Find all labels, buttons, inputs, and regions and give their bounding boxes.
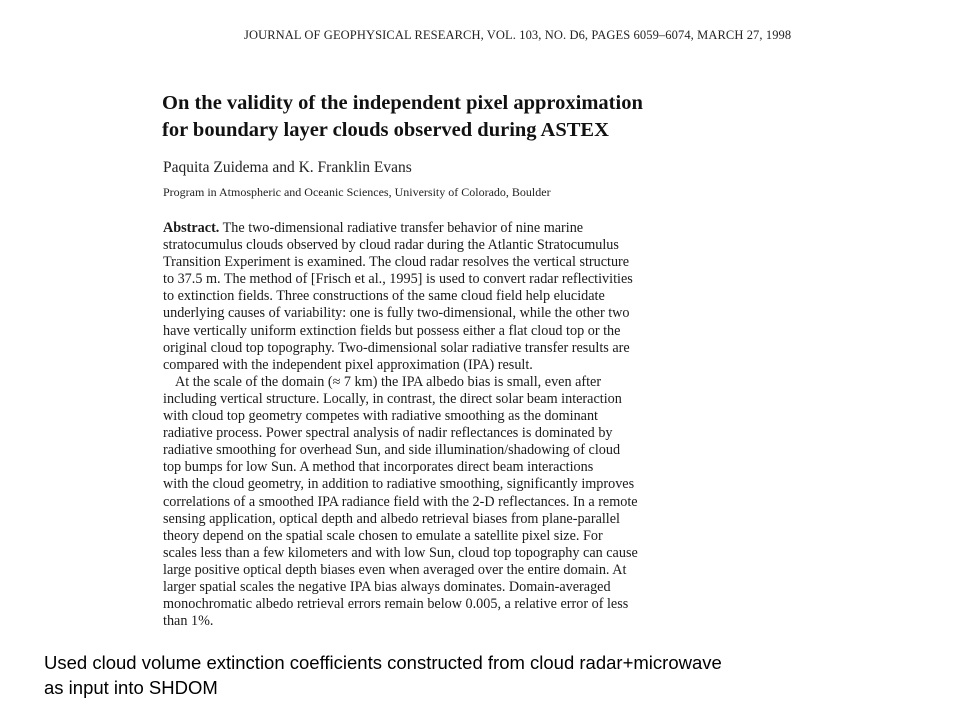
title-line-1: On the validity of the independent pixel approximation [162,92,643,114]
abstract-line-text: The two-dimensional radiative transfer behavior of nine marine [222,220,584,236]
abstract-line: larger spatial scales the negative IPA bias always dominates. Domain-averaged [163,578,611,595]
abstract-line: to extinction fields. Three constructions of the same cloud field help elucidate [163,288,605,305]
abstract-line: top bumps for low Sun. A method that incorporates direct beam interactions [163,459,594,476]
abstract-line: stratocumulus clouds observed by cloud radar during the Atlantic Stratocumulus [163,237,619,254]
slide-caption [44,650,944,700]
abstract-line [163,220,723,237]
abstract-line: At the scale of the domain (≈ 7 km) the IPA albedo bias is small, even after [175,373,602,390]
abstract-line: have vertically uniform extinction fields but possess either a flat cloud top or the [163,322,621,339]
abstract-line: underlying causes of variability: one is fully two-dimensional, while the other two [163,305,630,322]
abstract-line: to 37.5 m. The method of [Frisch et al., 1995] is used to convert radar reflectivities [163,271,633,288]
authors: Paquita Zuidema and K. Franklin Evans [163,159,412,176]
journal-header: JOURNAL OF GEOPHYSICAL RESEARCH, VOL. 103, NO. D6, PAGES 6059–6074, MARCH 27, 1998 [244,28,792,42]
abstract-line: large positive optical depth biases even when averaged over the entire domain. At [163,561,627,578]
title-line-2: for boundary layer clouds observed during ASTEX [162,119,609,141]
abstract-line: radiative smoothing for overhead Sun, and side illumination/shadowing of cloud [163,442,621,459]
affiliation: Program in Atmospheric and Oceanic Sciences, University of Colorado, Boulder [163,185,551,199]
abstract-label: Abstract. [163,220,220,236]
abstract-line: correlations of a smoothed IPA radiance field with the 2-D reflectances. In a remote [163,493,638,510]
abstract-line: theory depend on the spatial scale chosen to emulate a satellite pixel size. For [163,527,603,544]
abstract-line: than 1%. [163,613,214,630]
caption-line-1: Used cloud volume extinction coefficients constructed from cloud radar+microwave [44,652,722,673]
abstract-line: monochromatic albedo retrieval errors remain below 0.005, a relative error of less [163,596,629,613]
abstract-line: including vertical structure. Locally, in contrast, the direct solar beam interaction [163,390,622,407]
abstract-line: scales less than a few kilometers and with low Sun, cloud top topography can cause [163,544,638,561]
abstract-line: sensing application, optical depth and albedo retrieval biases from plane-parallel [163,510,620,527]
abstract-line: with the cloud geometry, in addition to radiative smoothing, significantly improves [163,476,635,493]
abstract-line: original cloud top topography. Two-dimensional solar radiative transfer results are [163,339,630,356]
abstract-line: Transition Experiment is examined. The cloud radar resolves the vertical structure [163,254,630,271]
abstract-line: with cloud top geometry competes with radiative smoothing as the dominant [163,408,598,425]
caption-line-2: as input into SHDOM [44,677,218,698]
paper-title [162,90,802,144]
abstract-line: radiative process. Power spectral analysis of nadir reflectances is dominated by [163,425,613,442]
abstract-line: compared with the independent pixel approximation (IPA) result. [163,356,533,373]
abstract [163,220,723,630]
